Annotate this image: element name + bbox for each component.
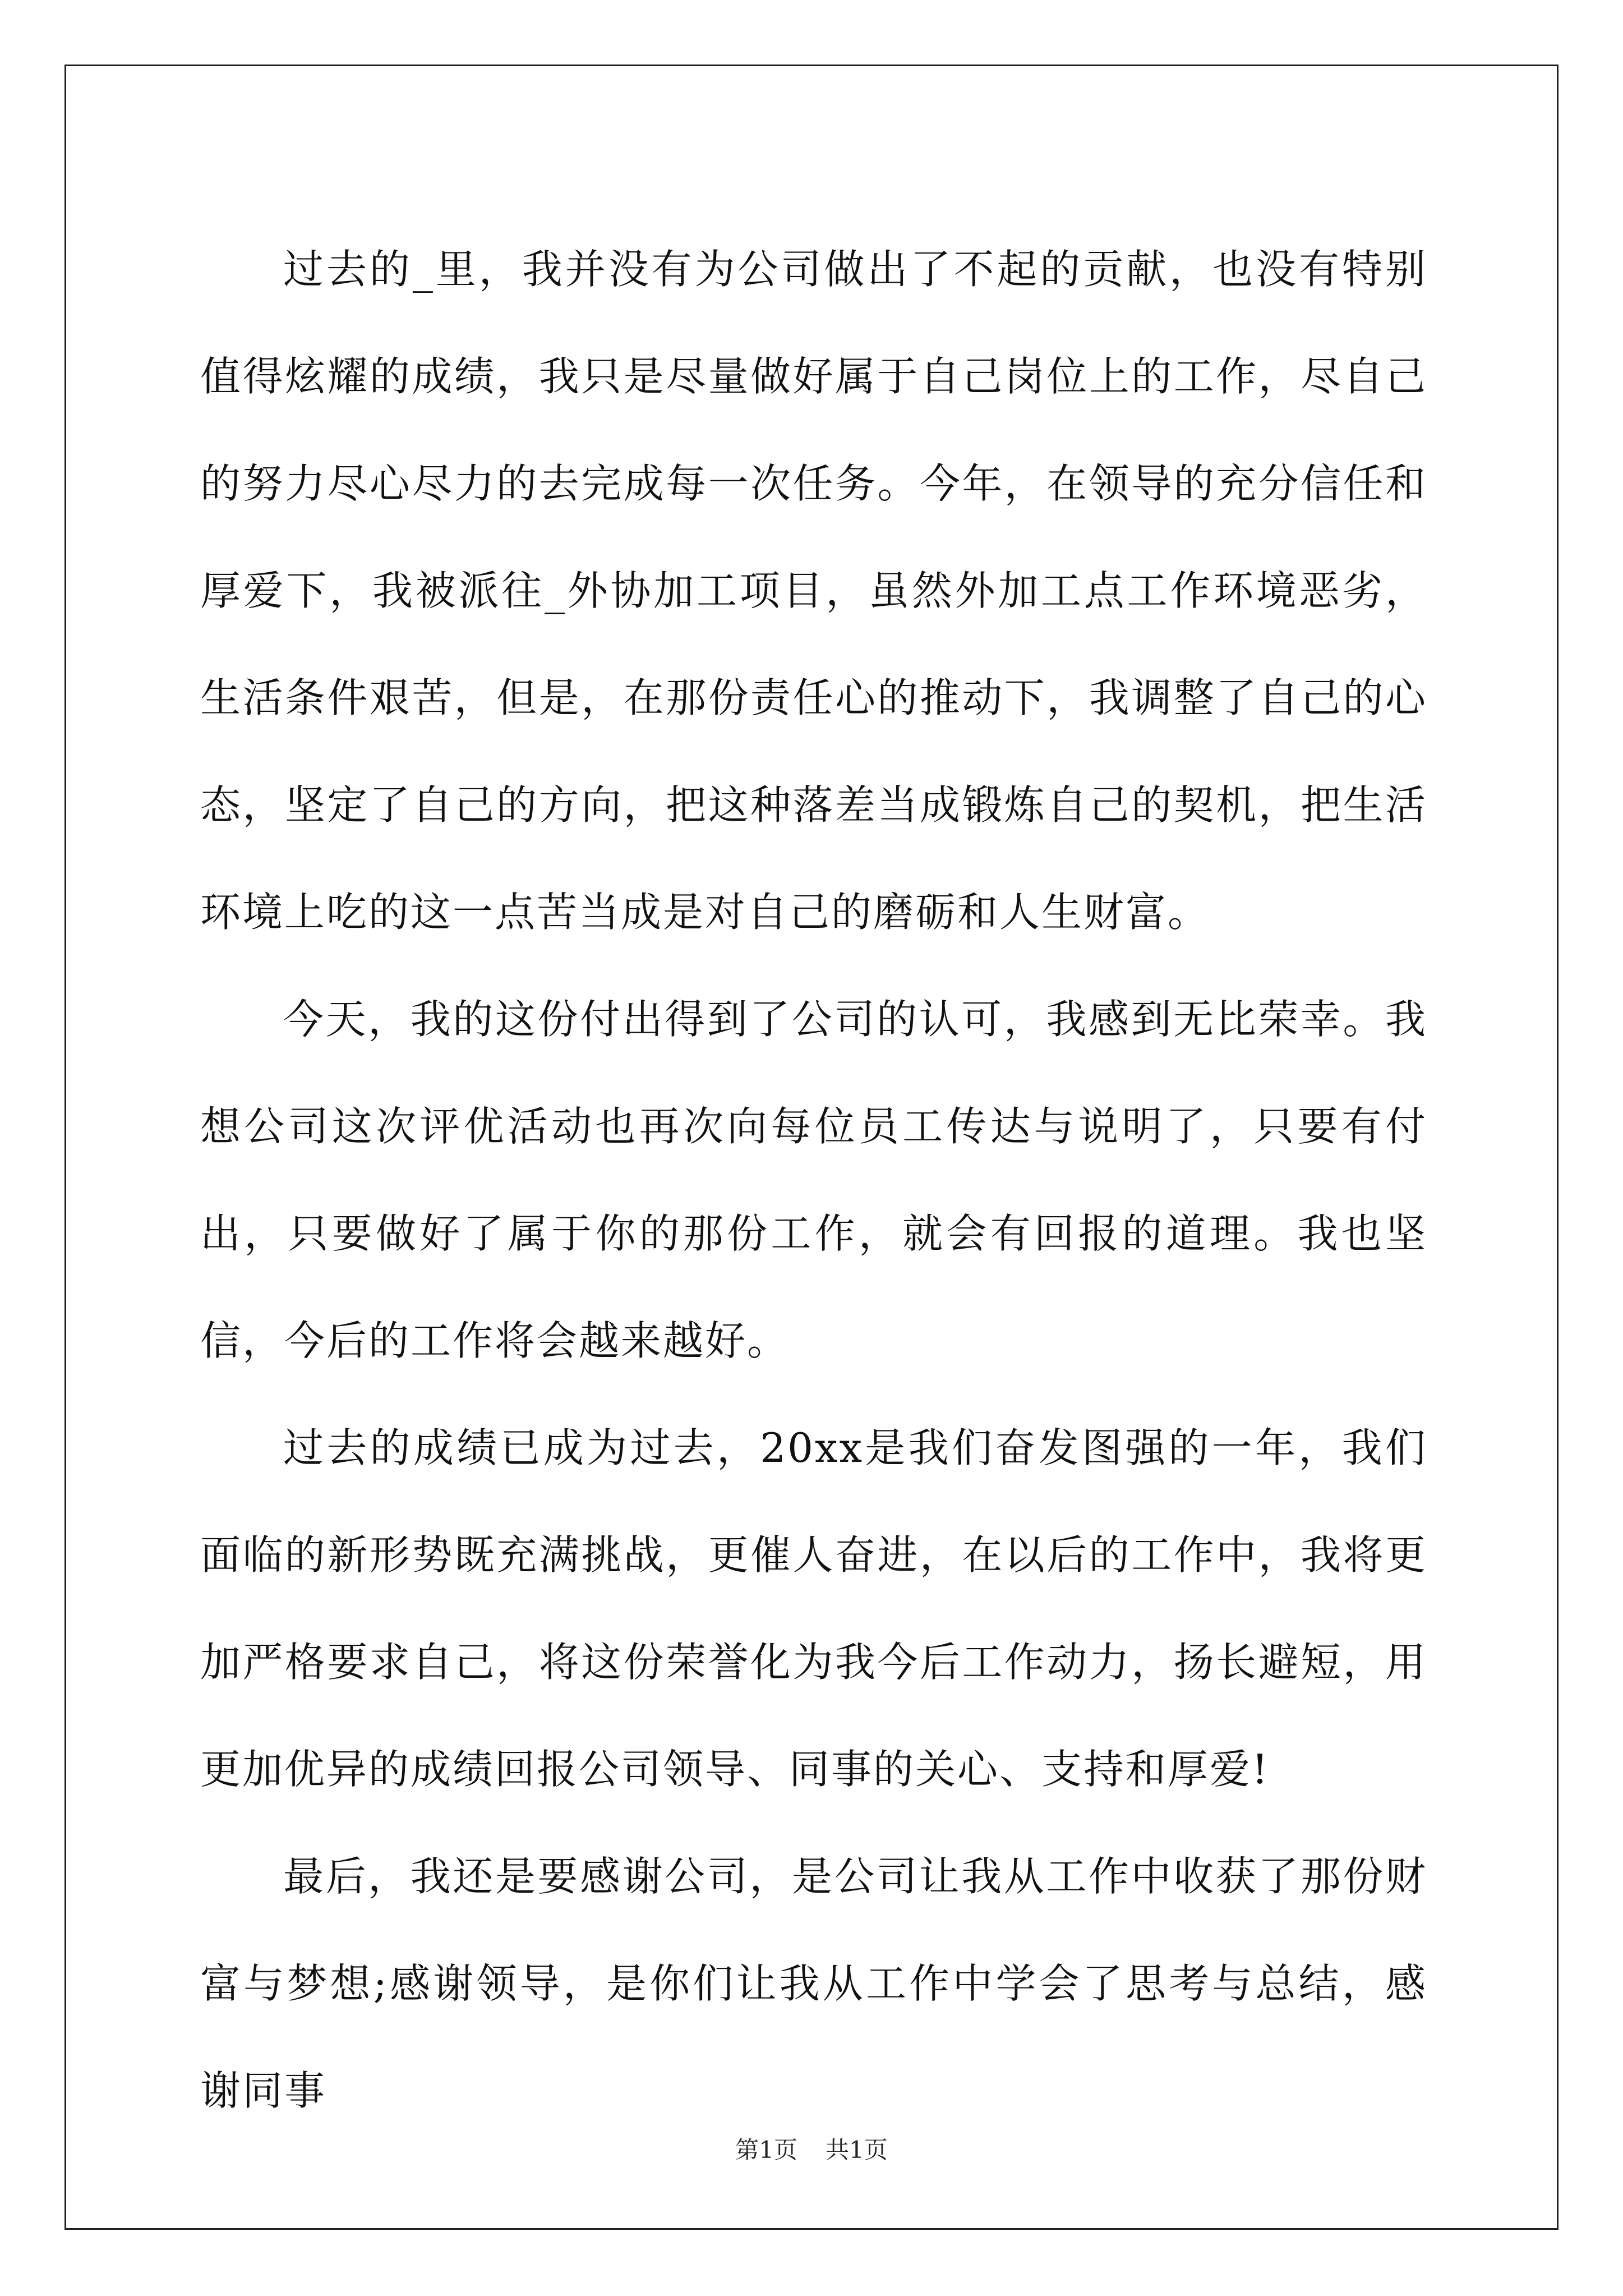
document-body xyxy=(200,216,1427,2145)
paragraph: 过去的_里，我并没有为公司做出了不起的贡献，也没有特别值得炫耀的成绩，我只是尽量做好属于自己岗位上的工作，尽自己的努力尽心尽力的去完成每一次任务。今年，在领导的充分信任和厚爱下，我被派往_外协加工项目，虽然外加工点工作环境恶劣，生活条件艰苦，但是，在那份责任心的推动下，我调整了自己的心态，坚定了自己的方向，把这种落差当成锻炼自己的契机，把生活环境上吃的这一点苦当成是对自己的磨砺和人生财富。 xyxy=(200,246,1427,936)
paragraph: 最后，我还是要感谢公司，是公司让我从工作中收获了那份财富与梦想;感谢领导，是你们让我从工作中学会了思考与总结，感谢同事 xyxy=(200,1853,1427,2114)
page-number: 第1页 xyxy=(735,2136,797,2164)
paragraph: 今天，我的这份付出得到了公司的认可，我感到无比荣幸。我想公司这次评优活动也再次向每位员工传达与说明了，只要有付出，只要做好了属于你的那份工作，就会有回报的道理。我也坚信，今后的工作将会越来越好。 xyxy=(200,996,1427,1364)
page-footer xyxy=(0,2132,1623,2165)
page-total: 共1页 xyxy=(826,2136,888,2164)
paragraph: 过去的成绩已成为过去，20xx是我们奋发图强的一年，我们面临的新形势既充满挑战，更催人奋进，在以后的工作中，我将更加严格要求自己，将这份荣誉化为我今后工作动力，扬长避短，用更加优异的成绩回报公司领导、同事的关心、支持和厚爱! xyxy=(200,1424,1427,1793)
